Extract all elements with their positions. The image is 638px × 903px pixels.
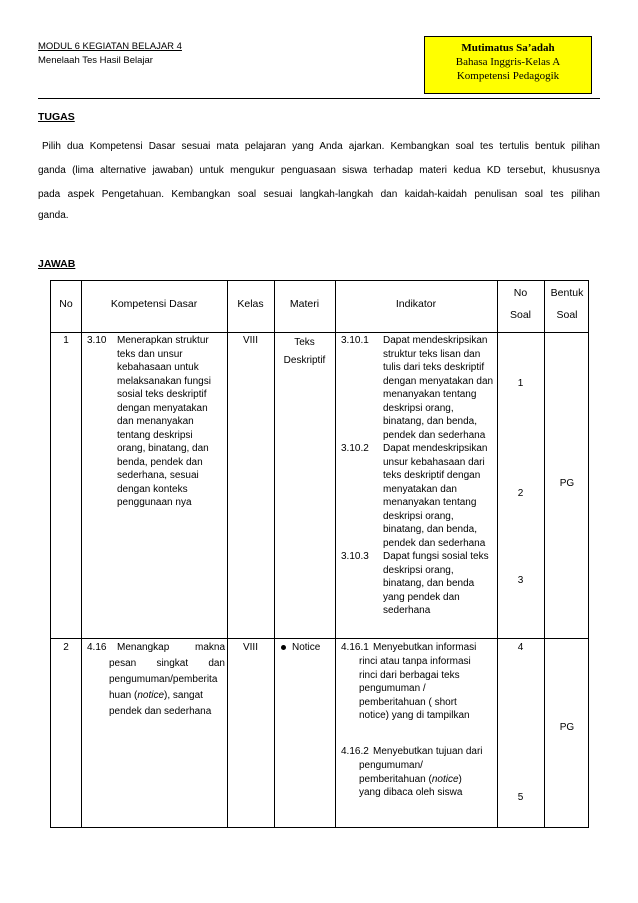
row2-kd-line-3: pengumuman/pemberita <box>109 674 218 685</box>
author-competency: Kompetensi Pedagogik <box>456 70 560 82</box>
row1-indicator-2-code: 3.10.2 <box>341 443 369 454</box>
header-divider <box>38 98 600 99</box>
row2-indicator-1-line-1: Menyebutkan informasi <box>373 642 477 653</box>
row2-indicator-2-text: pengumuman/ pemberitahuan (notice) yang dibaca oleh siswa <box>359 760 463 798</box>
competency-table <box>50 280 589 828</box>
row1-kelas: VIII <box>242 335 258 346</box>
module-title: MODUL 6 KEGIATAN BELAJAR 4 <box>38 41 182 52</box>
header-no: No <box>59 298 73 310</box>
row2-kd-line-1: Menangkap makna <box>117 642 225 653</box>
row2-kd-code: 4.16 <box>87 642 107 653</box>
row1-kd-text: Menerapkan struktur teks dan unsur kebahasaan untuk melaksanakan fungsi sosial teks deskriptif dengan menyatakan dan menanyakan tentang deskripsi orang, binatang, dan benda, pendek dan sederhana, sesuai dengan konteks penggunaan nya <box>117 335 211 508</box>
row1-indicator-2-text: Dapat mendeskripsikan unsur kebahasaan dari teks deskriptif dengan menyatakan dan menanyakan tentang deskripsi orang, binatang, dan benda, pendek dan sederhana <box>383 443 488 549</box>
col-divider <box>544 281 545 827</box>
bullet-icon <box>281 645 286 650</box>
row2-no-soal-2: 5 <box>517 792 524 803</box>
row2-kd-line-4: huan (notice), sangat <box>109 690 203 701</box>
row2-materi: Notice <box>281 641 320 655</box>
row1-indicator-1-text: Dapat mendeskripsikan struktur teks lisan dan tulis dari teks deskriptif dengan menyatakan dan menanyakan tentang deskripsi orang, binatang, dan benda, pendek dan sederhana <box>383 335 494 441</box>
col-divider <box>227 281 228 827</box>
row1-kd-code: 3.10 <box>87 335 107 346</box>
tugas-line-3: pada aspek Pengetahuan. Kembangkan soal sesuai langkah-langkah dan kaidah-kaidah penulisan soal tes pilihan <box>38 189 600 200</box>
row1-indicator-1-code: 3.10.1 <box>341 335 369 346</box>
author-name: Mutimatus Sa’adah <box>461 42 555 54</box>
header-materi: Materi <box>289 298 320 310</box>
tugas-line-4: ganda. <box>38 210 69 221</box>
row-divider <box>51 332 588 333</box>
row2-no-soal-1: 4 <box>517 642 524 653</box>
row-divider <box>51 638 588 639</box>
header-no-soal: No Soal <box>509 287 531 321</box>
col-divider <box>497 281 498 827</box>
row2-indicator-1-code: 4.16.1 <box>341 642 369 653</box>
row2-kelas: VIII <box>242 642 258 653</box>
row1-no-soal-3: 3 <box>517 575 524 586</box>
author-class: Bahasa Inggris-Kelas A <box>455 56 561 68</box>
col-divider <box>335 281 336 827</box>
header-kelas: Kelas <box>237 298 264 310</box>
tugas-heading: TUGAS <box>38 111 75 123</box>
row2-indicator-1-text: rinci atau tanpa informasi rinci dari berbagai teks pengumuman / pemberitahuan ( short notice) yang di tampilkan <box>359 656 471 721</box>
row2-no: 2 <box>63 642 69 653</box>
row1-no-soal-2: 2 <box>517 488 524 499</box>
row2-kd-line-2: pesan singkat dan <box>109 658 225 669</box>
tugas-line-2: ganda (lima alternative jawaban) untuk mengukur penguasaan siswa terhadap materi kedua KD tersebut, khususnya <box>38 165 600 176</box>
module-subtitle: Menelaah Tes Hasil Belajar <box>38 55 153 66</box>
row2-indicator-2-line-1: Menyebutkan tujuan dari <box>373 746 483 757</box>
row1-no: 1 <box>63 335 69 346</box>
row1-no-soal-1: 1 <box>517 378 524 389</box>
row1-bentuk-soal: PG <box>559 478 575 489</box>
header-kompetensi-dasar: Kompetensi Dasar <box>110 298 198 310</box>
jawab-heading: JAWAB <box>38 258 76 270</box>
header-indikator: Indikator <box>395 298 437 310</box>
col-divider <box>81 281 82 827</box>
author-info-box <box>424 36 592 94</box>
document-header <box>38 40 182 68</box>
row2-kd-line-5: pendek dan sederhana <box>109 706 212 717</box>
row1-materi: Teks Deskriptif <box>283 337 326 366</box>
tugas-line-1: Pilih dua Kompetensi Dasar sesuai mata pelajaran yang Anda ajarkan. Kembangkan soal tes tertulis bentuk pilihan <box>42 141 600 152</box>
row2-bentuk-soal: PG <box>559 722 575 733</box>
row2-indicator-2-code: 4.16.2 <box>341 746 369 757</box>
row1-indicator-3-code: 3.10.3 <box>341 551 369 562</box>
row1-indicator-3-text: Dapat fungsi sosial teks deskripsi orang, binatang, dan benda yang pendek dan sederhana <box>383 551 489 616</box>
header-bentuk-soal: Bentuk Soal <box>550 287 584 321</box>
